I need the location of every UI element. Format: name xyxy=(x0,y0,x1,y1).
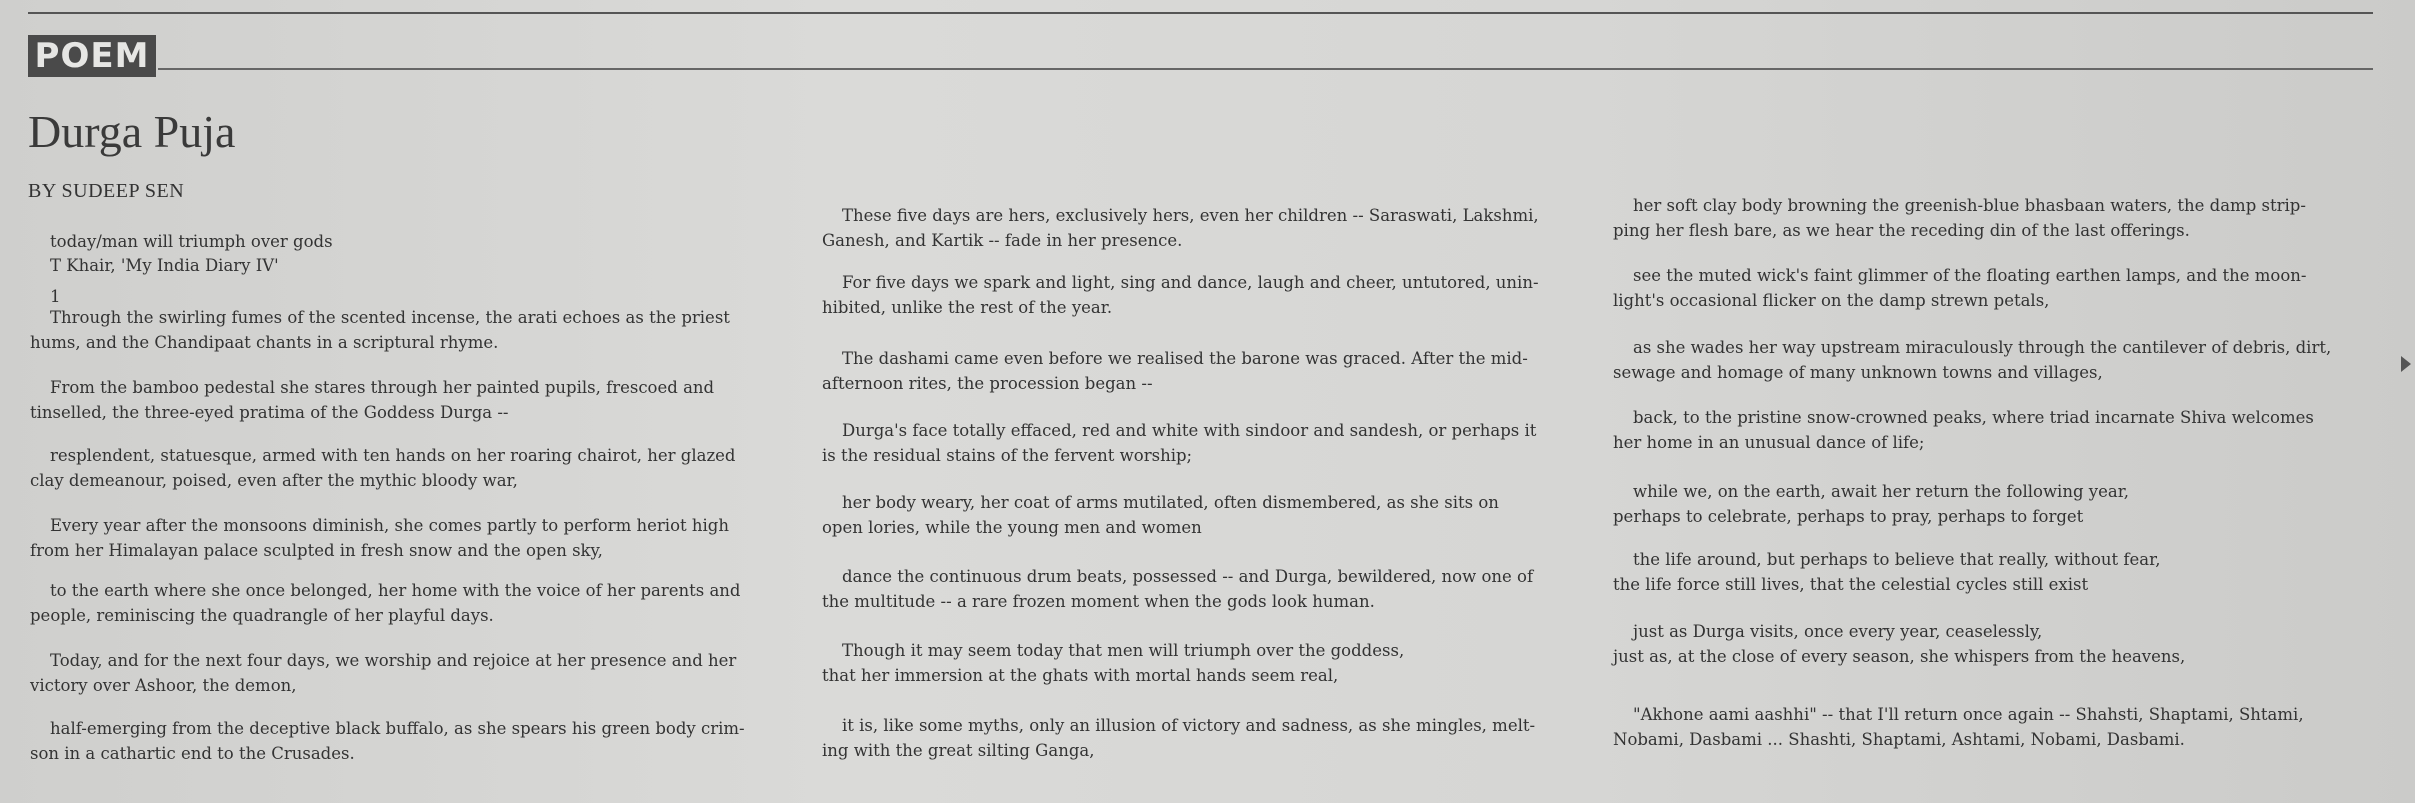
stanza-line: From the bamboo pedestal she stares through her painted pupils, frescoed and xyxy=(50,378,715,397)
stanza xyxy=(30,443,736,493)
stanza xyxy=(1613,405,2314,455)
stanza-line: her body weary, her coat of arms mutilated, often dismembered, as she sits on xyxy=(842,493,1499,512)
stanza-line: the life force still lives, that the celestial cycles still exist xyxy=(1613,575,2089,594)
stanza-line: These five days are hers, exclusively hers, even her children -- Saraswati, Lakshmi, xyxy=(842,206,1539,225)
section-rule xyxy=(158,68,2373,70)
stanza-line: as she wades her way upstream miraculously through the cantilever of debris, dirt, xyxy=(1633,338,2332,357)
part-number: 1 xyxy=(50,287,61,306)
stanza-line: just as, at the close of every season, she whispers from the heavens, xyxy=(1613,647,2186,666)
stanza-line: afternoon rites, the procession began -- xyxy=(822,374,1153,393)
stanza xyxy=(30,513,729,563)
stanza xyxy=(822,713,1535,763)
stanza xyxy=(822,564,1533,614)
stanza-line: see the muted wick's faint glimmer of the floating earthen lamps, and the moon- xyxy=(1633,266,2307,285)
stanza-line: that her immersion at the ghats with mortal hands seem real, xyxy=(822,666,1339,685)
stanza xyxy=(30,375,714,425)
stanza xyxy=(1613,335,2331,385)
stanza-line: is the residual stains of the fervent worship; xyxy=(822,446,1193,465)
stanza-line: clay demeanour, poised, even after the mythic bloody war, xyxy=(30,471,518,490)
stanza-line: just as Durga visits, once every year, ceaselessly, xyxy=(1633,622,2043,641)
stanza-line: tinselled, the three-eyed pratima of the Goddess Durga -- xyxy=(30,403,509,422)
stanza-line: dance the continuous drum beats, possessed -- and Durga, bewildered, now one of xyxy=(842,567,1534,586)
stanza xyxy=(30,648,736,698)
stanza xyxy=(1613,702,2304,752)
stanza xyxy=(1613,193,2306,243)
stanza-line: Through the swirling fumes of the scented incense, the arati echoes as the priest xyxy=(50,308,730,327)
stanza-line: to the earth where she once belonged, her home with the voice of her parents and xyxy=(50,581,741,600)
epigraph-attribution: T Khair, 'My India Diary IV' xyxy=(50,256,279,275)
stanza-line: Ganesh, and Kartik -- fade in her presence. xyxy=(822,231,1183,250)
section-label: POEM xyxy=(28,35,156,77)
stanza xyxy=(1613,547,2160,597)
stanza-line: back, to the pristine snow-crowned peaks, where triad incarnate Shiva welcomes xyxy=(1633,408,2314,427)
stanza-line: For five days we spark and light, sing and dance, laugh and cheer, untutored, unin- xyxy=(842,273,1539,292)
stanza-line: half-emerging from the deceptive black buffalo, as she spears his green body crim- xyxy=(50,719,745,738)
stanza-line: son in a cathartic end to the Crusades. xyxy=(30,744,355,763)
stanza xyxy=(822,490,1499,540)
stanza xyxy=(1613,263,2307,313)
stanza-line: ing with the great silting Ganga, xyxy=(822,741,1095,760)
stanza xyxy=(30,305,730,355)
stanza xyxy=(1613,479,2129,529)
stanza-line: open lories, while the young men and women xyxy=(822,518,1202,537)
stanza-line: "Akhone aami aashhi" -- that I'll return once again -- Shahsti, Shaptami, Shtami, xyxy=(1633,705,2304,724)
stanza-line: perhaps to celebrate, perhaps to pray, perhaps to forget xyxy=(1613,507,2084,526)
epigraph-quote: today/man will triumph over gods xyxy=(50,232,333,251)
stanza xyxy=(1613,619,2185,669)
stanza xyxy=(822,270,1539,320)
stanza-line: her home in an unusual dance of life; xyxy=(1613,433,1925,452)
stanza-line: people, reminiscing the quadrangle of her playful days. xyxy=(30,606,494,625)
stanza-line: hibited, unlike the rest of the year. xyxy=(822,298,1113,317)
byline: BY SUDEEP SEN xyxy=(28,180,185,202)
stanza-line: her soft clay body browning the greenish-blue bhasbaan waters, the damp strip- xyxy=(1633,196,2306,215)
stanza-line: Nobami, Dasbami ... Shashti, Shaptami, Ashtami, Nobami, Dasbami. xyxy=(1613,730,2185,749)
stanza-line: from her Himalayan palace sculpted in fresh snow and the open sky, xyxy=(30,541,603,560)
epigraph xyxy=(50,230,333,278)
stanza-line: the multitude -- a rare frozen moment when the gods look human. xyxy=(822,592,1375,611)
stanza-line: victory over Ashoor, the demon, xyxy=(30,676,297,695)
top-rule xyxy=(28,12,2373,14)
stanza-line: ping her flesh bare, as we hear the receding din of the last offerings. xyxy=(1613,221,2190,240)
stanza xyxy=(30,578,741,628)
stanza-line: Every year after the monsoons diminish, she comes partly to perform heriot high xyxy=(50,516,729,535)
stanza-line: sewage and homage of many unknown towns and villages, xyxy=(1613,363,2103,382)
stanza-line: while we, on the earth, await her return the following year, xyxy=(1633,482,2130,501)
stanza xyxy=(822,203,1539,253)
stanza-line: Though it may seem today that men will triumph over the goddess, xyxy=(842,641,1405,660)
stanza-line: Today, and for the next four days, we worship and rejoice at her presence and her xyxy=(50,651,737,670)
stanza-line: resplendent, statuesque, armed with ten hands on her roaring chairot, her glazed xyxy=(50,446,736,465)
stanza-line: Durga's face totally effaced, red and white with sindoor and sandesh, or perhaps it xyxy=(842,421,1537,440)
poem-title: Durga Puja xyxy=(28,106,236,157)
stanza xyxy=(822,346,1528,396)
stanza-line: it is, like some myths, only an illusion of victory and sadness, as she mingles, melt- xyxy=(842,716,1536,735)
stanza xyxy=(822,638,1404,688)
stanza xyxy=(30,716,745,766)
stanza-line: the life around, but perhaps to believe that really, without fear, xyxy=(1633,550,2161,569)
stanza-line: hums, and the Chandipaat chants in a scriptural rhyme. xyxy=(30,333,499,352)
page-edge-mark xyxy=(2401,356,2411,372)
stanza xyxy=(822,418,1536,468)
stanza-line: light's occasional flicker on the damp strewn petals, xyxy=(1613,291,2050,310)
stanza-line: The dashami came even before we realised the barone was graced. After the mid- xyxy=(842,349,1528,368)
